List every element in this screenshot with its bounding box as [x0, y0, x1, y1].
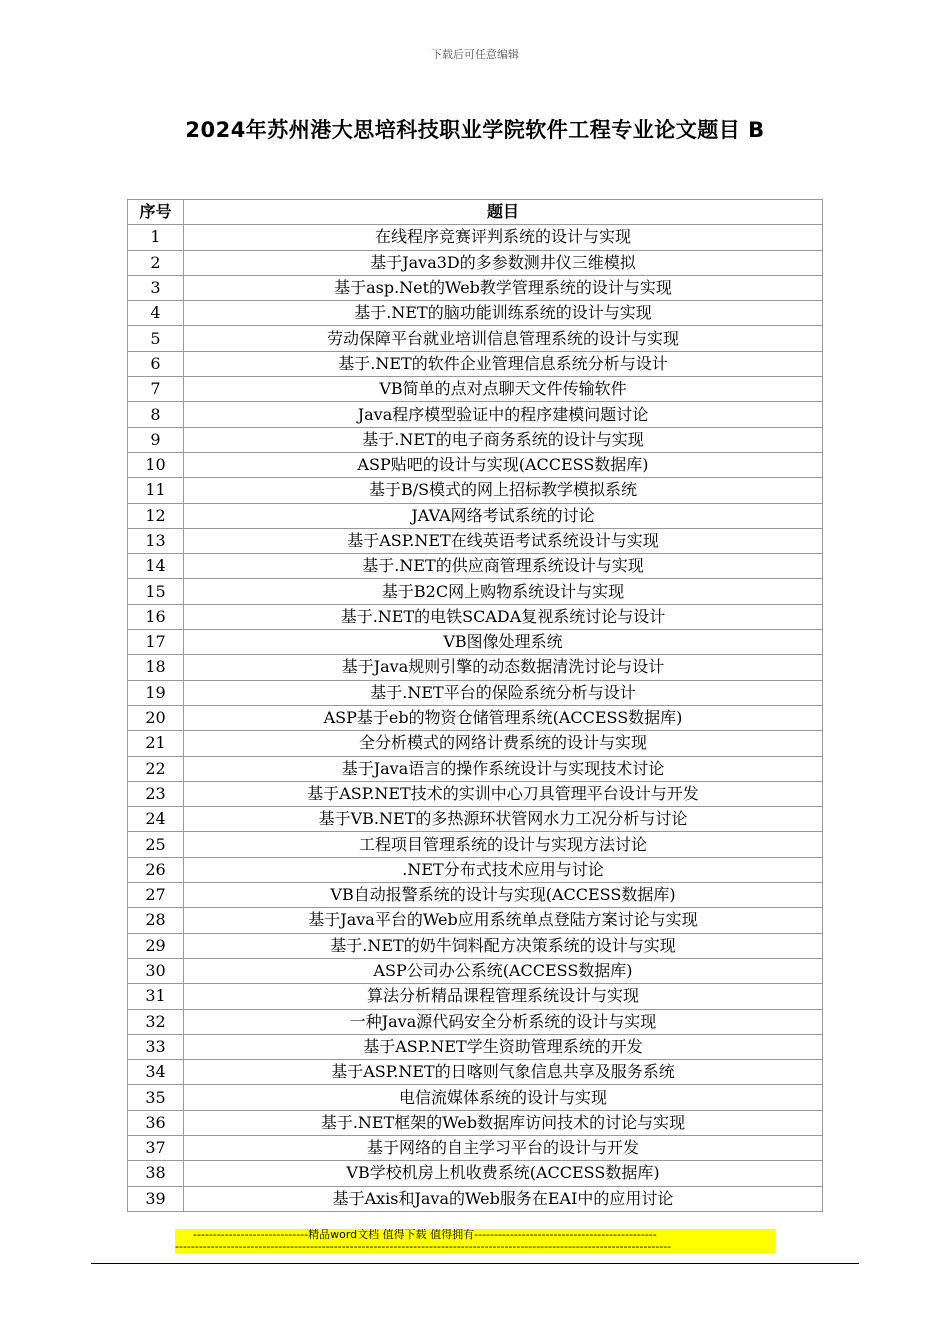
row-title-cell: 基于.NET的脑功能训练系统的设计与实现	[184, 301, 823, 326]
table-row	[128, 1161, 823, 1186]
row-title-cell: 基于B2C网上购物系统设计与实现	[184, 579, 823, 604]
row-title-cell: 基于.NET的软件企业管理信息系统分析与设计	[184, 351, 823, 376]
row-title-cell: VB学校机房上机收费系统(ACCESS数据库)	[184, 1161, 823, 1186]
row-number-cell: 12	[128, 503, 184, 528]
row-title-cell: 算法分析精品课程管理系统设计与实现	[184, 984, 823, 1009]
row-number-cell: 37	[128, 1135, 184, 1160]
row-title-cell: ASP公司办公系统(ACCESS数据库)	[184, 958, 823, 983]
table-row	[128, 680, 823, 705]
table-row	[128, 731, 823, 756]
row-title-cell: 基于ASP.NET的日喀则气象信息共享及服务系统	[184, 1060, 823, 1085]
row-number-cell: 33	[128, 1034, 184, 1059]
row-number-cell: 23	[128, 781, 184, 806]
row-title-cell: 基于Java语言的操作系统设计与实现技术讨论	[184, 756, 823, 781]
table-row	[128, 984, 823, 1009]
row-title-cell: ASP基于eb的物资仓储管理系统(ACCESS数据库)	[184, 705, 823, 730]
header-note: 下载后可任意编辑	[431, 48, 519, 61]
row-number-cell: 3	[128, 275, 184, 300]
row-title-cell: ASP贴吧的设计与实现(ACCESS数据库)	[184, 452, 823, 477]
table-row	[128, 1085, 823, 1110]
row-number-cell: 11	[128, 478, 184, 503]
table-row	[128, 958, 823, 983]
row-number-cell: 15	[128, 579, 184, 604]
footer-promo-band	[175, 1229, 775, 1253]
row-title-cell: 基于Axis和Java的Web服务在EAI中的应用讨论	[184, 1186, 823, 1211]
row-title-cell: 一种Java源代码安全分析系统的设计与实现	[184, 1009, 823, 1034]
row-title-cell: 基于.NET平台的保险系统分析与设计	[184, 680, 823, 705]
row-title-cell: 基于Java3D的多参数测井仪三维模拟	[184, 250, 823, 275]
row-number-cell: 4	[128, 301, 184, 326]
footer-divider	[91, 1263, 859, 1264]
table-row	[128, 579, 823, 604]
row-number-cell: 38	[128, 1161, 184, 1186]
row-number-cell: 24	[128, 807, 184, 832]
table-row	[128, 807, 823, 832]
table-row	[128, 377, 823, 402]
table-row	[128, 326, 823, 351]
table-row	[128, 883, 823, 908]
row-number-cell: 10	[128, 452, 184, 477]
row-number-cell: 25	[128, 832, 184, 857]
row-title-cell: 基于.NET框架的Web数据库访问技术的讨论与实现	[184, 1110, 823, 1135]
row-number-cell: 34	[128, 1060, 184, 1085]
row-title-cell: .NET分布式技术应用与讨论	[184, 857, 823, 882]
row-title-cell: 全分析模式的网络计费系统的设计与实现	[184, 731, 823, 756]
table-row	[128, 275, 823, 300]
row-title-cell: 基于Java平台的Web应用系统单点登陆方案讨论与实现	[184, 908, 823, 933]
row-title-cell: 电信流媒体系统的设计与实现	[184, 1085, 823, 1110]
table-row	[128, 933, 823, 958]
table-row	[128, 908, 823, 933]
row-title-cell: VB简单的点对点聊天文件传输软件	[184, 377, 823, 402]
footer-dash-line: -----------------------------------------------------------------------------------------------------------------------------	[175, 1241, 672, 1253]
row-title-cell: 基于ASP.NET在线英语考试系统设计与实现	[184, 528, 823, 553]
row-number-cell: 5	[128, 326, 184, 351]
row-number-cell: 22	[128, 756, 184, 781]
row-number-cell: 2	[128, 250, 184, 275]
table-row	[128, 1034, 823, 1059]
row-number-cell: 9	[128, 427, 184, 452]
row-number-cell: 26	[128, 857, 184, 882]
row-title-cell: 基于.NET的电子商务系统的设计与实现	[184, 427, 823, 452]
row-title-cell: 劳动保障平台就业培训信息管理系统的设计与实现	[184, 326, 823, 351]
topics-table	[127, 199, 823, 1212]
column-header-title: 题目	[184, 200, 823, 225]
row-number-cell: 8	[128, 402, 184, 427]
column-header-number: 序号	[128, 200, 184, 225]
row-title-cell: 基于asp.Net的Web教学管理系统的设计与实现	[184, 275, 823, 300]
table-row	[128, 1009, 823, 1034]
table-row	[128, 756, 823, 781]
table-row	[128, 604, 823, 629]
row-number-cell: 7	[128, 377, 184, 402]
row-number-cell: 14	[128, 554, 184, 579]
table-row	[128, 452, 823, 477]
table-row	[128, 225, 823, 250]
table-row	[128, 1110, 823, 1135]
table-row	[128, 655, 823, 680]
table-row	[128, 832, 823, 857]
row-number-cell: 19	[128, 680, 184, 705]
table-row	[128, 630, 823, 655]
table-row	[128, 427, 823, 452]
row-number-cell: 27	[128, 883, 184, 908]
table-row	[128, 554, 823, 579]
table-row	[128, 705, 823, 730]
row-number-cell: 17	[128, 630, 184, 655]
row-number-cell: 29	[128, 933, 184, 958]
row-number-cell: 6	[128, 351, 184, 376]
row-number-cell: 13	[128, 528, 184, 553]
row-title-cell: 基于ASP.NET技术的实训中心刀具管理平台设计与开发	[184, 781, 823, 806]
table-row	[128, 503, 823, 528]
row-number-cell: 28	[128, 908, 184, 933]
table-row	[128, 1060, 823, 1085]
row-number-cell: 1	[128, 225, 184, 250]
table-row	[128, 402, 823, 427]
document-title: 2024年苏州港大思培科技职业学院软件工程专业论文题目 B	[185, 118, 765, 142]
table-body	[128, 225, 823, 1212]
row-title-cell: 基于Java规则引擎的动态数据清洗讨论与设计	[184, 655, 823, 680]
row-number-cell: 18	[128, 655, 184, 680]
row-title-cell: 基于.NET的电铁SCADA复视系统讨论与设计	[184, 604, 823, 629]
footer-promo-line: -----------------------------精品word文档 值得下载 值得拥有----------------------------------------------	[175, 1229, 758, 1241]
row-number-cell: 31	[128, 984, 184, 1009]
table-row	[128, 351, 823, 376]
table-header-row	[128, 200, 823, 225]
table-row	[128, 1135, 823, 1160]
row-number-cell: 32	[128, 1009, 184, 1034]
row-number-cell: 20	[128, 705, 184, 730]
row-title-cell: 基于VB.NET的多热源环状管网水力工况分析与讨论	[184, 807, 823, 832]
row-number-cell: 39	[128, 1186, 184, 1211]
row-title-cell: 基于.NET的奶牛饲料配方决策系统的设计与实现	[184, 933, 823, 958]
table-row	[128, 250, 823, 275]
table-row	[128, 478, 823, 503]
table-row	[128, 528, 823, 553]
table-row	[128, 1186, 823, 1211]
row-number-cell: 36	[128, 1110, 184, 1135]
row-number-cell: 21	[128, 731, 184, 756]
row-title-cell: VB图像处理系统	[184, 630, 823, 655]
table-row	[128, 301, 823, 326]
row-number-cell: 30	[128, 958, 184, 983]
row-title-cell: VB自动报警系统的设计与实现(ACCESS数据库)	[184, 883, 823, 908]
row-title-cell: Java程序模型验证中的程序建模问题讨论	[184, 402, 823, 427]
table-row	[128, 857, 823, 882]
row-title-cell: 基于ASP.NET学生资助管理系统的开发	[184, 1034, 823, 1059]
row-number-cell: 35	[128, 1085, 184, 1110]
row-title-cell: JAVA网络考试系统的讨论	[184, 503, 823, 528]
row-title-cell: 工程项目管理系统的设计与实现方法讨论	[184, 832, 823, 857]
table-row	[128, 781, 823, 806]
row-number-cell: 16	[128, 604, 184, 629]
row-title-cell: 在线程序竞赛评判系统的设计与实现	[184, 225, 823, 250]
row-title-cell: 基于.NET的供应商管理系统设计与实现	[184, 554, 823, 579]
row-title-cell: 基于网络的自主学习平台的设计与开发	[184, 1135, 823, 1160]
row-title-cell: 基于B/S模式的网上招标教学模拟系统	[184, 478, 823, 503]
